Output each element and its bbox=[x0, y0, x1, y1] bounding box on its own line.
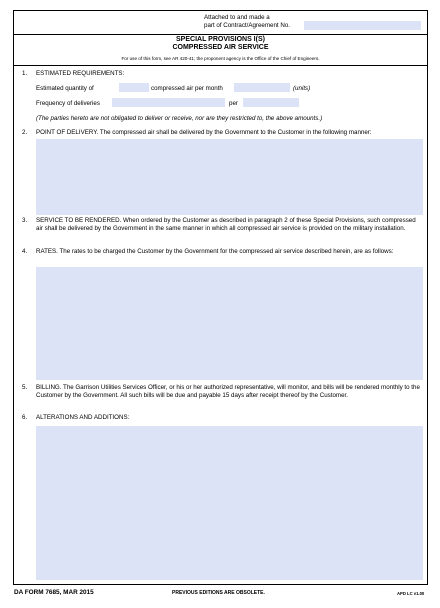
point-of-delivery-text: POINT OF DELIVERY. The compressed air shall be delivered by the Government to the Customer in the following manner: bbox=[36, 129, 372, 136]
service-rendered-text: SERVICE TO BE RENDERED. When ordered by the Customer as described in paragraph 2 of these Special Provisions, such compressed air shall be delivered by the Government in the same manner in which all compressed air service is provided on the military installation. bbox=[36, 217, 416, 232]
per-month-field[interactable] bbox=[234, 83, 290, 92]
section2-number: 2. bbox=[22, 129, 28, 136]
title-divider bbox=[14, 65, 427, 66]
contract-number-field[interactable] bbox=[304, 21, 421, 30]
proponent-note: For use of this form, see AR 420-41; the proponent agency is the Office of the Chief of Engineers. bbox=[121, 56, 320, 61]
form-id: DA FORM 7685, MAR 2015 bbox=[14, 589, 94, 596]
point-of-delivery-field[interactable] bbox=[36, 139, 423, 215]
billing-text: BILLING. The Garrison Utilities Services Officer, or his or her authorized representative, will monitor, and bills will be rendered monthly to the Customer by the Government. All such bills will be due and payable 15 days after receipt thereof by the Customer. bbox=[36, 384, 420, 399]
editions-note: PREVIOUS EDITIONS ARE OBSOLETE. bbox=[172, 590, 265, 596]
alterations-heading: ALTERATIONS AND ADDITIONS: bbox=[36, 414, 130, 421]
form-subtitle: COMPRESSED AIR SERVICE bbox=[172, 44, 269, 51]
freq-label: Frequency of deliveries bbox=[36, 100, 100, 107]
section5-number: 5. bbox=[22, 384, 28, 391]
version-label: APD LC v1.00 bbox=[397, 591, 425, 596]
est-qty-label: Estimated quantity of bbox=[36, 85, 94, 92]
header-divider bbox=[14, 34, 427, 35]
form-title: SPECIAL PROVISIONS I(S) bbox=[176, 36, 265, 43]
section3-number: 3. bbox=[22, 217, 28, 224]
form-container bbox=[13, 10, 428, 585]
attached-line1: Attached to and made a bbox=[204, 14, 270, 21]
section4-number: 4. bbox=[22, 248, 28, 255]
alterations-field[interactable] bbox=[36, 426, 423, 580]
rates-text: RATES. The rates to be charged the Customer by the Government for the compressed air service described herein, are as follows: bbox=[36, 248, 394, 255]
obligation-note: (The parties hereto are not obligated to deliver or receive, nor are they restricted to, the above amounts.) bbox=[36, 115, 323, 122]
rates-field[interactable] bbox=[36, 267, 423, 380]
section1-heading: ESTIMATED REQUIREMENTS: bbox=[36, 70, 125, 77]
attached-line2: part of Contract/Agreement No. bbox=[204, 22, 290, 29]
est-qty-field[interactable] bbox=[119, 83, 149, 92]
section1-number: 1. bbox=[22, 70, 28, 77]
section6-number: 6. bbox=[22, 414, 28, 421]
freq-field[interactable] bbox=[112, 98, 225, 107]
units-label: (units) bbox=[293, 85, 311, 92]
per-label: per bbox=[229, 100, 238, 107]
per-field[interactable] bbox=[243, 98, 299, 107]
per-month-label: compressed air per month bbox=[151, 85, 223, 92]
